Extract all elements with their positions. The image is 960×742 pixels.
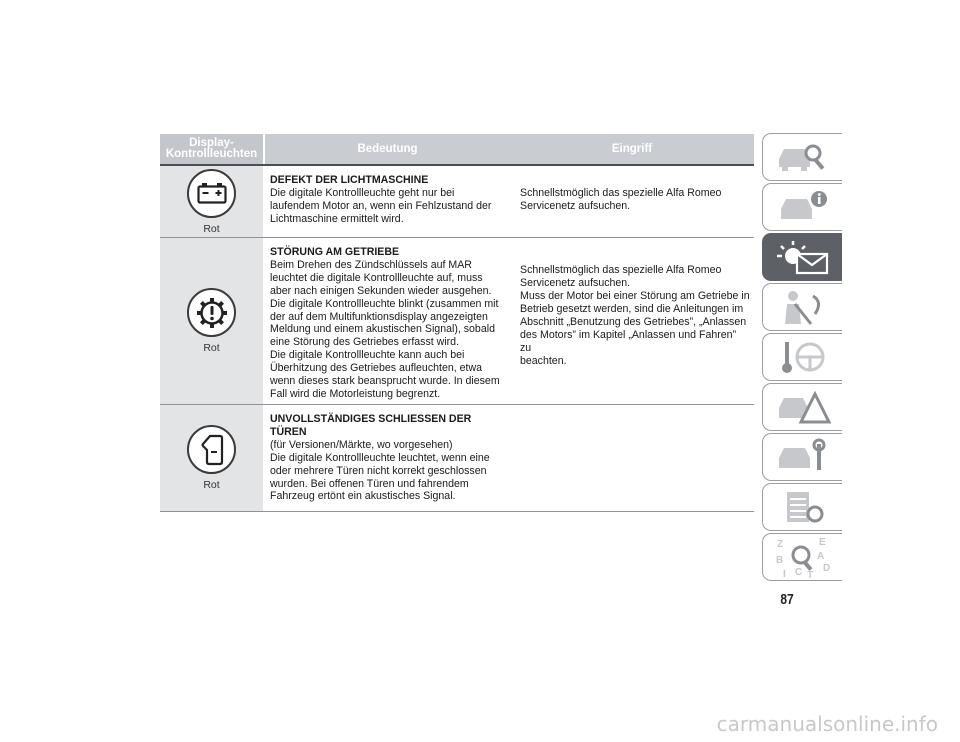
row-title: STÖRUNG AM GETRIEBE [270,246,400,258]
tab-emergency[interactable] [762,383,842,431]
tab-car-info[interactable] [762,183,842,231]
index-letter: C [794,567,802,578]
warning-lights-table [160,134,754,512]
watermark: carmanualsonline.info [716,712,938,736]
icon-cell [160,405,263,511]
index-letter: A [816,551,824,562]
index-letter: B [775,555,783,566]
action-text: Schnellstmöglich das spezielle Alfa Romeo Servicenetz aufsuchen. [520,187,722,212]
action-cell [508,405,754,511]
table-header [160,134,754,164]
row-title: DEFEKT DER LICHTMASCHINE [270,174,429,186]
row-text: (für Versionen/Märkte, wo vorgesehen) Die digitale Kontrollleuchte leuchtet, wenn eine oder mehrere Türen nicht korrekt geschlossen wurden. Bei offenen Türen und fahrendem Fahrzeug ertönt ein akustisches Signal. [270,438,490,503]
header-display-lights: Display- Kontrollleuchten [160,134,263,164]
row-text: Die digitale Kontrollleuchte geht nur bei laufendem Motor an, wenn ein Fehlzustand der Lichtmaschine ermittelt wird. [270,186,492,225]
tab-warning-lights[interactable] [762,233,842,281]
table-row [160,166,754,238]
car-search-icon [775,139,831,175]
header-meaning: Bedeutung [265,134,510,164]
tab-index[interactable] [762,533,842,581]
meaning-cell [263,405,508,511]
door-open-icon [187,425,236,474]
color-label: Rot [203,222,220,235]
chapter-tabs [762,133,842,583]
index-letter: E [818,537,826,548]
index-letter: D [822,563,830,574]
meaning-cell [263,238,508,404]
color-label: Rot [203,342,220,354]
specifications-list-icon [775,488,831,526]
meaning-cell [263,166,508,237]
action-cell [508,166,754,237]
tab-starting-driving[interactable] [762,333,842,381]
index-letter: Z [776,539,783,550]
car-wrench-icon [775,438,831,476]
car-emergency-triangle-icon [775,388,831,426]
tab-maintenance[interactable] [762,433,842,481]
action-cell [508,238,754,404]
safety-person-icon [775,288,831,326]
color-label: Rot [203,479,220,491]
key-steering-wheel-icon [775,338,831,376]
alphabetical-index-icon [773,535,833,579]
warning-light-message-icon [773,238,833,276]
index-letter: I [782,569,786,579]
header-action: Eingriff [510,134,754,164]
index-letter: T [806,570,813,579]
table-row [160,238,754,405]
tab-safety[interactable] [762,283,842,331]
icon-cell [160,238,263,404]
tab-car-search[interactable] [762,133,842,181]
icon-cell [160,166,263,237]
car-info-icon [775,189,831,225]
row-text: Beim Drehen des Zündschlüssels auf MAR leuchtet die digitale Kontrollleuchte auf, muss aber nach einigen Sekunden wieder ausgehen. Die digitale Kontrollleuchte blinkt (zusammen mit der auf dem Multifunktionsdisplay angezeigten Meldung und einem akustischen Signal), sobald eine Störung des Getriebes erfasst wird. Die digitale Kontrollleuchte kann auch bei Überhitzung des Getriebes aufleuchten, etwa wenn dieses stark beansprucht wurde. In diesem Fall wird die Motorleistung begrenzt. [270,258,500,400]
page-number: 87 [780,591,794,608]
gearbox-warning-icon [187,288,236,337]
row-title: UNVOLLSTÄNDIGES SCHLIESSEN DER TÜREN [270,413,472,438]
tab-specifications[interactable] [762,483,842,531]
action-text: Schnellstmöglich das spezielle Alfa Romeo Servicenetz aufsuchen. Muss der Motor bei einer Störung am Getriebe in Betrieb gesetzt werden, sind die Anleitungen im Abschnitt „Benutzung des Getriebes”, „Anlassen des Motors” im Kapitel „Anlassen und Fahren” zu beachten. [520,264,750,367]
battery-icon [187,169,236,218]
table-row [160,405,754,512]
